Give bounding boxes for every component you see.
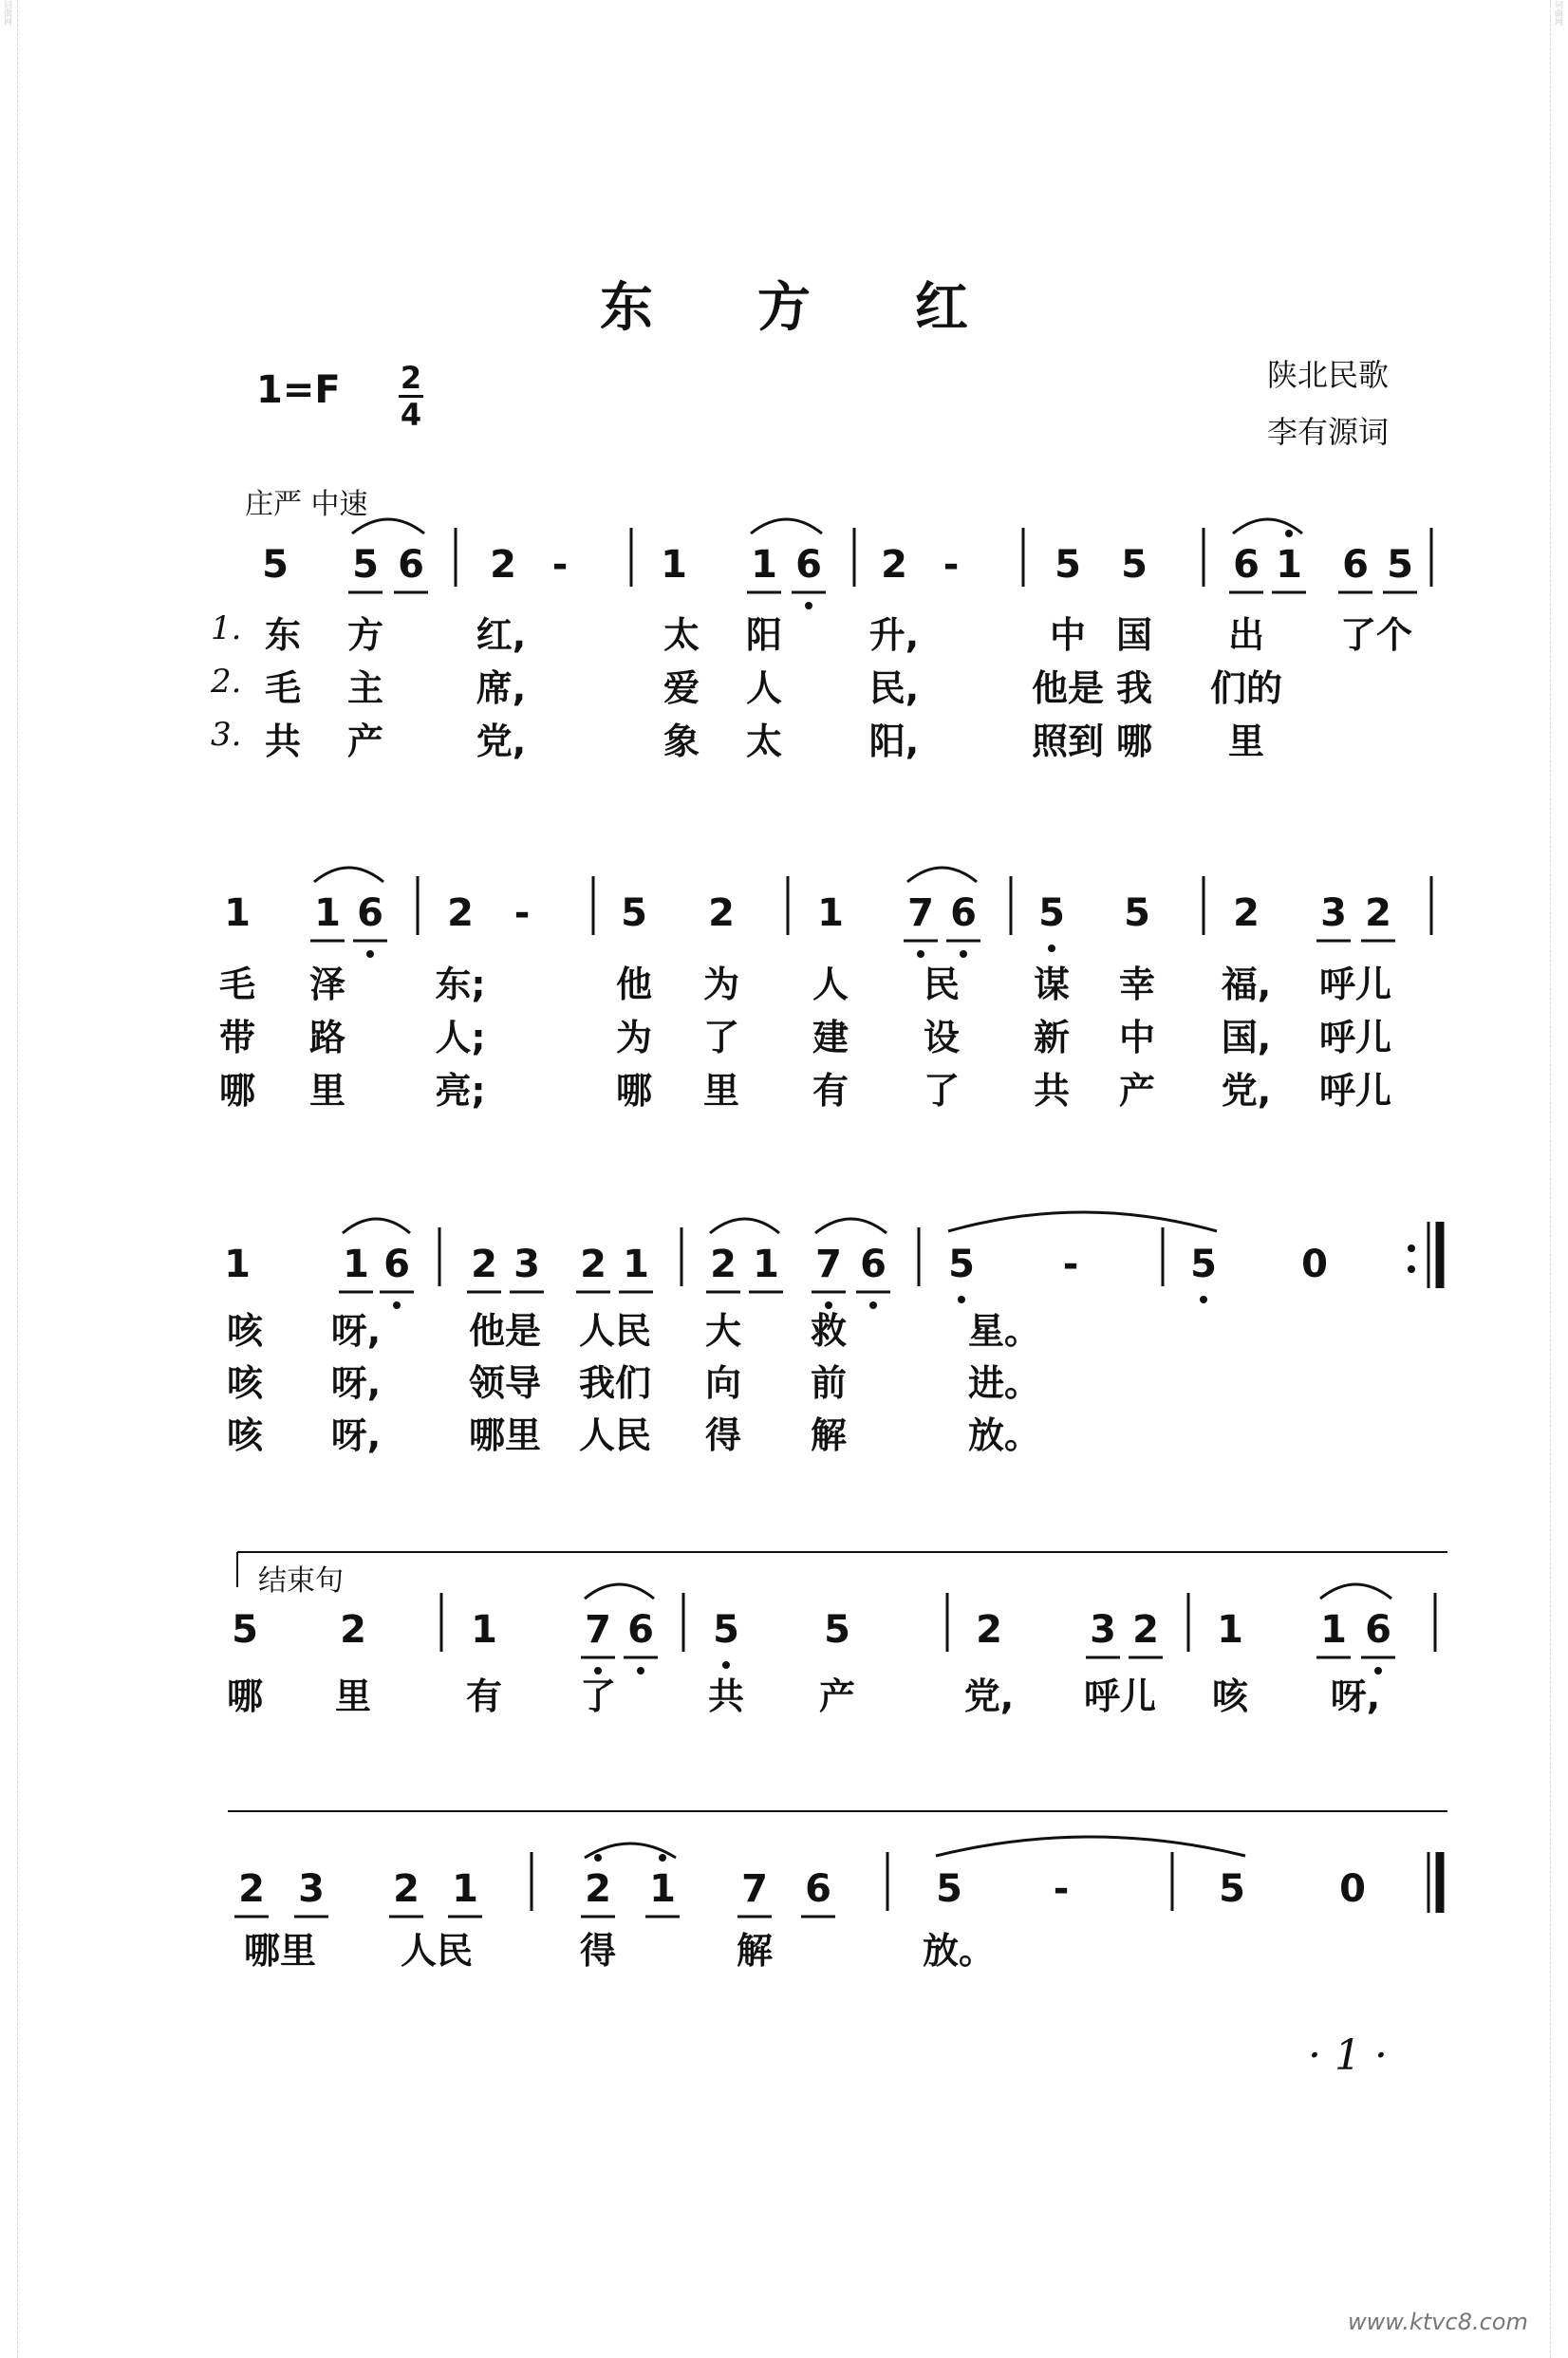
lyric-syllable: 象: [663, 720, 700, 762]
lyric-syllable: 哪: [226, 1675, 264, 1717]
lyric-syllable: 放。: [967, 1414, 1041, 1456]
lyric-syllable: 领导: [468, 1362, 542, 1404]
lyric-syllable: 国: [1115, 614, 1153, 656]
lyric-syllable: 进。: [967, 1362, 1041, 1404]
lyric-syllable: 哪: [615, 1070, 653, 1112]
note-7: 7: [585, 1608, 611, 1652]
lyric-syllable: 们的: [1209, 667, 1283, 709]
lyric-syllable: 人民: [578, 1414, 652, 1456]
lyric-syllable: 大: [704, 1310, 742, 1352]
lyric-syllable: 国,: [1221, 1017, 1272, 1058]
lyric-syllable: 救: [810, 1310, 848, 1352]
note-6: 6: [398, 543, 424, 587]
right-margin-strip: 词曲网: [1550, 0, 1568, 2358]
lyric-syllable: 咳: [226, 1362, 264, 1404]
lyric-syllable: 向: [704, 1362, 742, 1404]
note-6: 6: [1342, 543, 1369, 587]
lyric-syllable: 星。: [967, 1310, 1041, 1352]
lyric-syllable: 了: [579, 1675, 617, 1717]
left-margin-strip: 词曲网: [0, 0, 18, 2358]
verse-number: 3.: [211, 716, 242, 754]
lyric-syllable: 为: [615, 1017, 653, 1058]
lyric-syllable: 新: [1033, 1017, 1071, 1058]
lyric-syllable: 人;: [435, 1017, 486, 1058]
credit-origin: 陕北民歌: [1267, 357, 1390, 393]
lyric-syllable: 产: [346, 720, 384, 762]
lyric-syllable: 方: [346, 614, 384, 656]
lyric-syllable: 呀,: [330, 1414, 382, 1456]
lyric-syllable: 东: [264, 614, 302, 656]
lyric-syllable: 放。: [922, 1930, 996, 1972]
lyric-syllable: 了: [702, 1017, 740, 1058]
sustain-dash: -: [551, 543, 569, 587]
note-2: 2: [393, 1867, 420, 1911]
lyric-syllable: 咳: [1211, 1675, 1249, 1717]
lyric-syllable: 共: [264, 720, 302, 762]
note-7: 7: [741, 1867, 768, 1911]
note-7: 7: [815, 1243, 842, 1286]
tempo-marking: 庄严 中速: [245, 488, 368, 521]
time-numerator: 2: [400, 360, 422, 396]
lyric-syllable: 福,: [1221, 964, 1272, 1005]
note-1: 1: [1217, 1608, 1243, 1652]
note-2: 2: [340, 1608, 366, 1652]
note-7: 7: [907, 891, 934, 935]
lyric-syllable: 照到: [1031, 720, 1105, 762]
lyric-syllable: 中: [1118, 1017, 1156, 1058]
lyric-syllable: 里: [334, 1675, 372, 1717]
lyric-syllable: 我: [1115, 667, 1153, 709]
lyric-syllable: 咳: [226, 1310, 264, 1352]
note-2: 2: [490, 543, 516, 587]
lyric-syllable: 解: [736, 1930, 774, 1972]
note-2: 2: [1233, 891, 1260, 935]
note-6: 6: [357, 891, 383, 935]
lyric-syllable: 升,: [868, 614, 920, 656]
lyric-syllable: 主: [346, 667, 384, 709]
note-1: 1: [224, 1243, 251, 1286]
note-5: 5: [621, 891, 647, 935]
note-5: 5: [936, 1867, 962, 1911]
note-1: 1: [452, 1867, 478, 1911]
lyric-syllable: 阳,: [868, 720, 920, 762]
lyric-syllable: 谋: [1033, 964, 1071, 1005]
key-signature: 1=F: [256, 368, 341, 412]
lyric-syllable: 里: [308, 1070, 346, 1112]
lyric-syllable: 人: [745, 667, 783, 709]
sustain-dash: -: [1053, 1867, 1070, 1911]
note-5: 5: [1121, 543, 1148, 587]
note-5: 5: [948, 1243, 975, 1286]
lyric-syllable: 亮;: [435, 1070, 486, 1112]
note-5: 5: [824, 1608, 850, 1652]
note-1: 1: [471, 1608, 497, 1652]
lyric-syllable: 哪里: [243, 1930, 317, 1972]
lyric-syllable: 得: [579, 1930, 617, 1972]
lyric-syllable: 呼儿: [1318, 1070, 1392, 1112]
sustain-dash: -: [943, 543, 960, 587]
note-1: 1: [343, 1243, 369, 1286]
lyric-syllable: 泽: [308, 964, 346, 1005]
lyric-syllable: 了: [923, 1070, 961, 1112]
lyric-syllable: 他: [615, 964, 653, 1005]
note-6: 6: [383, 1243, 410, 1286]
note-5: 5: [1387, 543, 1413, 587]
note-2: 2: [238, 1867, 265, 1911]
song-title: 东方红: [600, 276, 1073, 339]
lyric-syllable: 阳: [745, 614, 783, 656]
note-5: 5: [1219, 1867, 1245, 1911]
note-6: 6: [1365, 1608, 1391, 1652]
lyric-syllable: 路: [308, 1017, 346, 1058]
note-1: 1: [753, 1243, 779, 1286]
note-3: 3: [513, 1243, 540, 1286]
note-5: 5: [1055, 543, 1081, 587]
lyric-syllable: 呼儿: [1083, 1675, 1157, 1717]
note-6: 6: [805, 1867, 831, 1911]
lyric-syllable: 呼儿: [1318, 1017, 1392, 1058]
verse-number: 1.: [211, 609, 242, 647]
lyric-syllable: 呀,: [1330, 1675, 1381, 1717]
lyric-syllable: 我们: [578, 1362, 652, 1404]
lyric-syllable: 爱: [663, 667, 700, 709]
note-1: 1: [1276, 543, 1302, 587]
lyric-syllable: 东;: [435, 964, 486, 1005]
note-1: 1: [661, 543, 687, 587]
note-5: 5: [1038, 891, 1065, 935]
lyric-syllable: 人民: [578, 1310, 652, 1352]
lyric-syllable: 太: [745, 720, 783, 762]
lyric-syllable: 得: [704, 1414, 742, 1456]
sustain-dash: -: [1062, 1243, 1079, 1286]
lyric-syllable: 民: [923, 964, 961, 1005]
note-1: 1: [224, 891, 251, 935]
note-5: 5: [262, 543, 289, 587]
note-6: 6: [860, 1243, 887, 1286]
lyric-syllable: 设: [923, 1017, 961, 1058]
lyric-syllable: 民,: [868, 667, 920, 709]
note-5: 5: [1190, 1243, 1217, 1286]
lyric-syllable: 产: [818, 1675, 856, 1717]
lyric-syllable: 党,: [476, 720, 527, 762]
lyric-syllable: 呀,: [330, 1362, 382, 1404]
note-2: 2: [708, 891, 735, 935]
note-6: 6: [1233, 543, 1260, 587]
lyric-syllable: 幸: [1118, 964, 1156, 1005]
verse-number: 2.: [211, 663, 242, 701]
lyric-syllable: 中: [1049, 614, 1087, 656]
note-2: 2: [710, 1243, 737, 1286]
ending-label: 结束句: [258, 1564, 344, 1598]
lyric-syllable: 为: [702, 964, 740, 1005]
note-0: 0: [1339, 1867, 1366, 1911]
lyric-syllable: 咳: [226, 1414, 264, 1456]
lyric-syllable: 出: [1227, 614, 1265, 656]
note-2: 2: [447, 891, 474, 935]
note-2: 2: [585, 1867, 611, 1911]
lyric-syllable: 哪: [218, 1070, 256, 1112]
note-0: 0: [1301, 1243, 1328, 1286]
note-6: 6: [627, 1608, 654, 1652]
site-watermark: www.ktvc8.com: [1348, 2309, 1528, 2335]
lyric-syllable: 毛: [264, 667, 302, 709]
note-1: 1: [1320, 1608, 1347, 1652]
note-5: 5: [1124, 891, 1150, 935]
note-3: 3: [1090, 1608, 1116, 1652]
note-1: 1: [314, 891, 341, 935]
note-5: 5: [713, 1608, 739, 1652]
lyric-syllable: 里: [702, 1070, 740, 1112]
lyric-syllable: 里: [1227, 720, 1265, 762]
lyric-syllable: 毛: [218, 964, 256, 1005]
note-2: 2: [881, 543, 907, 587]
note-6: 6: [950, 891, 977, 935]
lyric-syllable: 他是: [468, 1310, 542, 1352]
lyric-syllable: 带: [218, 1017, 256, 1058]
lyric-syllable: 他是: [1031, 667, 1105, 709]
note-2: 2: [1365, 891, 1391, 935]
note-1: 1: [623, 1243, 649, 1286]
note-6: 6: [795, 543, 822, 587]
lyric-syllable: 人: [812, 964, 849, 1005]
credit-lyricist: 李有源词: [1267, 414, 1390, 450]
note-1: 1: [751, 543, 777, 587]
lyric-syllable: 呀,: [330, 1310, 382, 1352]
lyric-syllable: 产: [1118, 1070, 1156, 1112]
lyric-syllable: 有: [465, 1675, 503, 1717]
note-5: 5: [352, 543, 379, 587]
note-2: 2: [1132, 1608, 1159, 1652]
note-2: 2: [471, 1243, 497, 1286]
lyric-syllable: 了个: [1339, 614, 1413, 656]
lyric-syllable: 党,: [963, 1675, 1015, 1717]
lyric-syllable: 人民: [400, 1930, 474, 1972]
lyric-syllable: 哪里: [468, 1414, 542, 1456]
note-2: 2: [976, 1608, 1002, 1652]
note-2: 2: [580, 1243, 607, 1286]
page-number: · 1 ·: [1308, 2031, 1388, 2080]
lyric-syllable: 建: [812, 1017, 849, 1058]
time-denominator: 4: [400, 397, 422, 433]
lyric-syllable: 太: [663, 614, 700, 656]
lyric-syllable: 共: [707, 1675, 745, 1717]
note-1: 1: [649, 1867, 676, 1911]
lyric-syllable: 哪: [1115, 720, 1153, 762]
lyric-syllable: 红,: [476, 614, 527, 656]
lyric-syllable: 前: [810, 1362, 848, 1404]
lyric-syllable: 有: [812, 1070, 849, 1112]
lyric-syllable: 席,: [476, 667, 527, 709]
note-1: 1: [817, 891, 844, 935]
note-3: 3: [298, 1867, 325, 1911]
sustain-dash: -: [513, 891, 531, 935]
lyric-syllable: 呼儿: [1318, 964, 1392, 1005]
lyric-syllable: 解: [810, 1414, 848, 1456]
note-3: 3: [1320, 891, 1347, 935]
lyric-syllable: 党,: [1221, 1070, 1272, 1112]
lyric-syllable: 共: [1033, 1070, 1071, 1112]
note-5: 5: [232, 1608, 258, 1652]
